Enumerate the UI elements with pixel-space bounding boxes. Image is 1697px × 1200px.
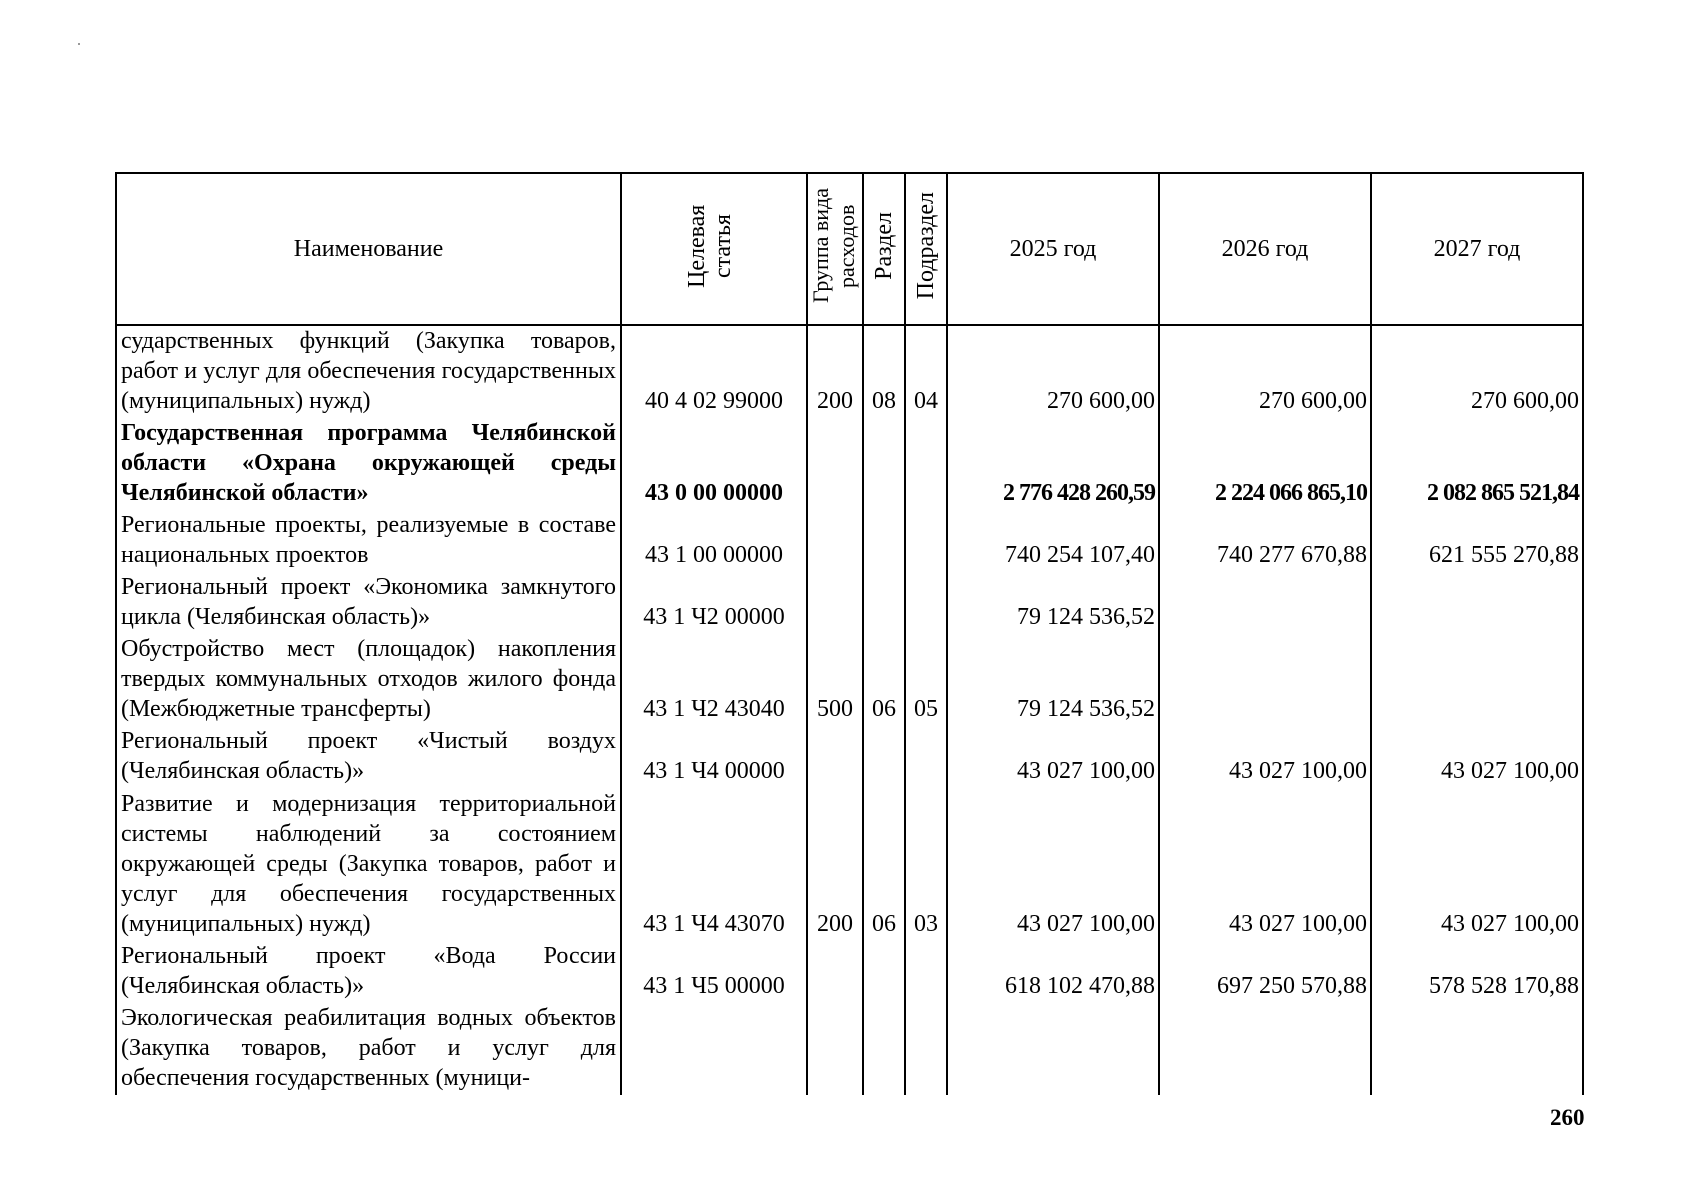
row-group <box>807 418 863 510</box>
row-group: 200 <box>807 788 863 941</box>
row-name: Экологическая реабилитация водных объектов (Закупка товаров, работ и услуг для обеспечения государственных (муници- <box>116 1003 621 1095</box>
header-name: Наименование <box>116 173 621 325</box>
row-2027: 2 082 865 521,84 <box>1371 418 1583 510</box>
row-code: 43 1 Ч4 43070 <box>621 788 807 941</box>
row-code: 43 0 00 00000 <box>621 418 807 510</box>
table-row <box>116 788 1583 941</box>
row-section <box>863 418 905 510</box>
table-row <box>116 510 1583 572</box>
row-2025: 79 124 536,52 <box>947 572 1159 634</box>
table-row <box>116 634 1583 726</box>
row-group: 500 <box>807 634 863 726</box>
row-2027: 270 600,00 <box>1371 325 1583 418</box>
row-2026 <box>1159 1003 1371 1095</box>
row-group <box>807 1003 863 1095</box>
row-2027: 43 027 100,00 <box>1371 788 1583 941</box>
row-subsection <box>905 726 947 788</box>
table-row <box>116 1003 1583 1095</box>
header-2026: 2026 год <box>1159 173 1371 325</box>
row-subsection <box>905 510 947 572</box>
row-2026: 740 277 670,88 <box>1159 510 1371 572</box>
row-2026: 270 600,00 <box>1159 325 1371 418</box>
row-code: 43 1 00 00000 <box>621 510 807 572</box>
row-subsection <box>905 418 947 510</box>
scan-speck <box>78 43 80 45</box>
row-name: Региональный проект «Экономика замкнутого цикла (Челябинская область)» <box>116 572 621 634</box>
row-2025: 618 102 470,88 <box>947 941 1159 1003</box>
header-target-article <box>621 173 807 325</box>
page-number: 260 <box>1550 1105 1585 1130</box>
header-section-label: Раздел <box>871 211 897 280</box>
row-code: 43 1 Ч2 00000 <box>621 572 807 634</box>
table-header-row <box>116 173 1583 325</box>
header-subsection <box>905 173 947 325</box>
row-name: Региональный проект «Чистый воздух (Челябинская область)» <box>116 726 621 788</box>
row-subsection: 03 <box>905 788 947 941</box>
row-2026: 43 027 100,00 <box>1159 726 1371 788</box>
row-2025: 2 776 428 260,59 <box>947 418 1159 510</box>
row-group <box>807 726 863 788</box>
row-2025: 270 600,00 <box>947 325 1159 418</box>
row-2025: 43 027 100,00 <box>947 788 1159 941</box>
row-2026: 43 027 100,00 <box>1159 788 1371 941</box>
table-row <box>116 325 1583 418</box>
row-group <box>807 510 863 572</box>
row-name: Региональные проекты, реализуемые в составе национальных проектов <box>116 510 621 572</box>
row-2025 <box>947 1003 1159 1095</box>
row-2025: 79 124 536,52 <box>947 634 1159 726</box>
row-subsection: 04 <box>905 325 947 418</box>
table-row <box>116 941 1583 1003</box>
row-name: Государственная программа Челябинской области «Охрана окружающей среды Челябинской области» <box>116 418 621 510</box>
header-target-article-label: Целевая статья <box>684 203 736 288</box>
row-2026 <box>1159 634 1371 726</box>
row-2025: 43 027 100,00 <box>947 726 1159 788</box>
row-2025: 740 254 107,40 <box>947 510 1159 572</box>
row-name: Развитие и модернизация территориальной системы наблюдений за состоянием окружающей среды (Закупка товаров, работ и услуг для обеспечения государственных (муниципальных) нужд) <box>116 788 621 941</box>
header-subsection-label: Подраздел <box>913 191 939 300</box>
row-subsection <box>905 941 947 1003</box>
row-name: сударственных функций (Закупка товаров, работ и услуг для обеспечения государственных (муниципальных) нужд) <box>116 325 621 418</box>
row-group: 200 <box>807 325 863 418</box>
row-subsection: 05 <box>905 634 947 726</box>
row-2026 <box>1159 572 1371 634</box>
row-subsection <box>905 572 947 634</box>
row-code: 40 4 02 99000 <box>621 325 807 418</box>
row-2026: 697 250 570,88 <box>1159 941 1371 1003</box>
row-2027: 621 555 270,88 <box>1371 510 1583 572</box>
row-section: 06 <box>863 634 905 726</box>
header-2025: 2025 год <box>947 173 1159 325</box>
row-section <box>863 510 905 572</box>
row-group <box>807 572 863 634</box>
row-2027 <box>1371 634 1583 726</box>
table-row <box>116 726 1583 788</box>
row-section: 06 <box>863 788 905 941</box>
row-code: 43 1 Ч5 00000 <box>621 941 807 1003</box>
row-name: Региональный проект «Вода России (Челябинская область)» <box>116 941 621 1003</box>
row-2027 <box>1371 1003 1583 1095</box>
row-name: Обустройство мест (площадок) накопления твердых коммунальных отходов жилого фонда (Межбюджетные трансферты) <box>116 634 621 726</box>
budget-table <box>115 172 1584 1095</box>
header-2027: 2027 год <box>1371 173 1583 325</box>
row-code: 43 1 Ч2 43040 <box>621 634 807 726</box>
row-2026: 2 224 066 865,10 <box>1159 418 1371 510</box>
row-group <box>807 941 863 1003</box>
table-row <box>116 418 1583 510</box>
row-2027: 578 528 170,88 <box>1371 941 1583 1003</box>
row-section <box>863 572 905 634</box>
row-section: 08 <box>863 325 905 418</box>
row-2027: 43 027 100,00 <box>1371 726 1583 788</box>
header-expense-group <box>807 173 863 325</box>
row-section <box>863 1003 905 1095</box>
row-subsection <box>905 1003 947 1095</box>
row-section <box>863 726 905 788</box>
row-code <box>621 1003 807 1095</box>
header-section <box>863 173 905 325</box>
row-2027 <box>1371 572 1583 634</box>
row-section <box>863 941 905 1003</box>
row-code: 43 1 Ч4 00000 <box>621 726 807 788</box>
header-expense-group-label: Группа вида расходов <box>808 188 859 303</box>
table-row <box>116 572 1583 634</box>
